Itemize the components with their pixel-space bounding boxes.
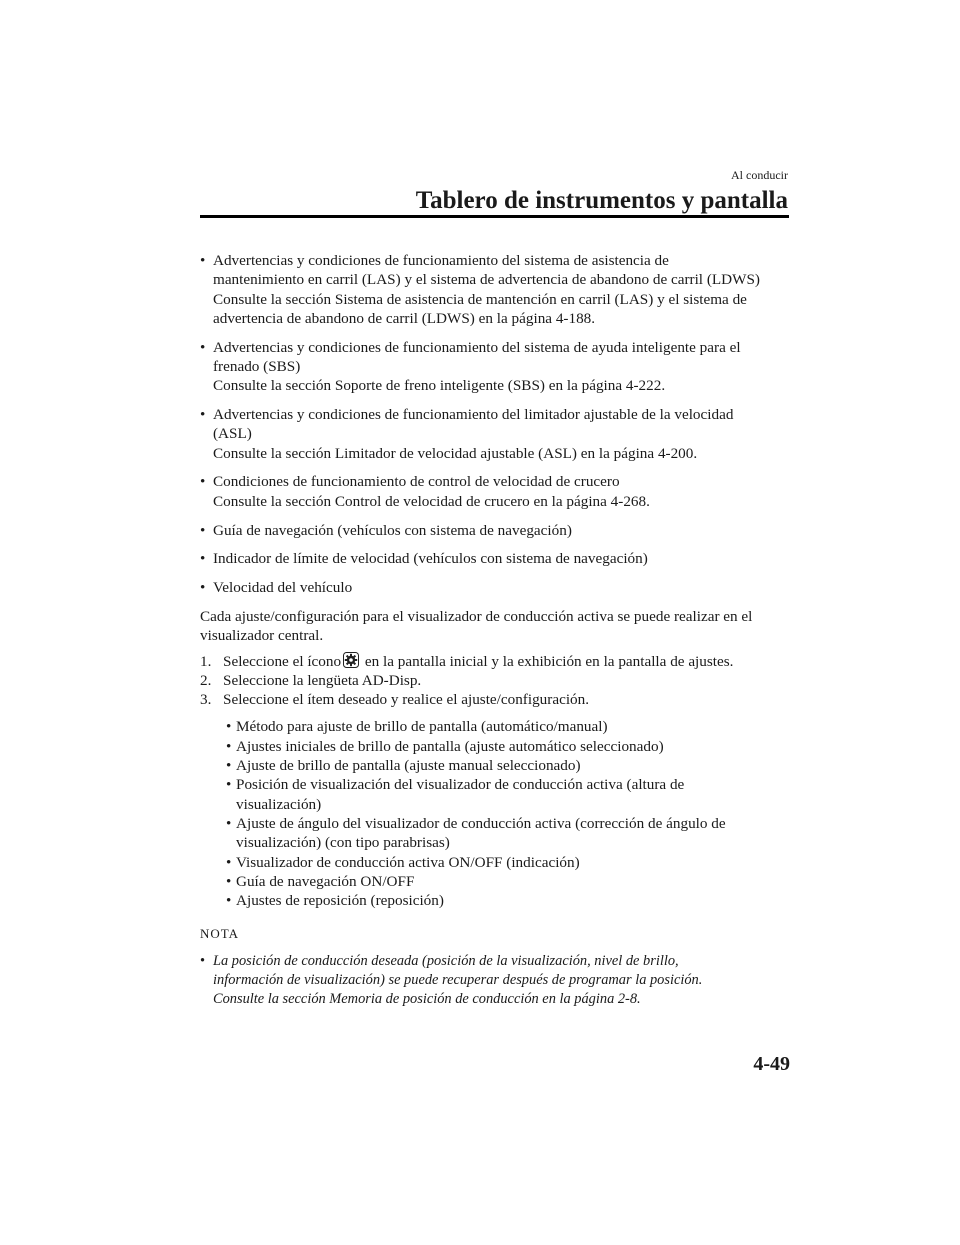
setting-text: Ajustes de reposición (reposición)	[236, 892, 444, 910]
bullet-text: Consulte la sección Soporte de freno inteligente (SBS) en la página 4-222.	[213, 377, 666, 395]
bullet-dot: •	[226, 892, 232, 910]
setting-text: Guía de navegación ON/OFF	[236, 872, 415, 890]
bullet-dot: •	[226, 776, 232, 794]
list-item	[226, 717, 800, 736]
bullet-text: Consulte la sección Control de velocidad de crucero en la página 4-268.	[213, 492, 650, 510]
step-text	[223, 652, 733, 671]
list-item	[226, 775, 800, 814]
gear-icon	[343, 652, 359, 668]
bullet-dot: •	[200, 550, 206, 568]
bullet-text: Guía de navegación (vehículos con sistema de navegación)	[213, 521, 572, 539]
bullet-text: advertencia de abandono de carril (LDWS) en la página 4-188.	[213, 309, 596, 327]
list-item	[200, 472, 800, 511]
setting-list	[226, 717, 800, 910]
step-text-before-icon: Seleccione el ícono	[223, 652, 342, 670]
header-rule	[200, 215, 789, 218]
page-title: Tablero de instrumentos y pantalla	[415, 187, 788, 214]
bullet-text: Consulte la sección Limitador de velocidad ajustable (ASL) en la página 4-200.	[213, 444, 698, 462]
list-item	[200, 405, 800, 463]
setting-text: Ajustes iniciales de brillo de pantalla (ajuste automático seleccionado)	[236, 737, 664, 755]
setting-text: visualización)	[236, 795, 322, 813]
step-text-after-icon: en la pantalla inicial y la exhibición en la pantalla de ajustes.	[361, 652, 734, 670]
list-item	[226, 756, 800, 775]
step-item	[200, 652, 800, 671]
step-number: 1.	[200, 652, 212, 670]
bullet-dot: •	[200, 579, 206, 597]
bullet-text: Advertencias y condiciones de funcionamiento del limitador ajustable de la velocidad	[213, 406, 734, 424]
note-text: La posición de conducción deseada (posición de la visualización, nivel de brillo,	[213, 952, 679, 969]
step-number: 3.	[200, 691, 212, 709]
note-label: NOTA	[200, 926, 240, 942]
list-item	[200, 549, 800, 568]
bullet-dot: •	[200, 952, 206, 969]
bullet-text: Velocidad del vehículo	[213, 579, 353, 597]
bullet-text: mantenimiento en carril (LAS) y el sistema de advertencia de abandono de carril (LDWS)	[213, 271, 760, 289]
paragraph-line: visualizador central.	[200, 627, 324, 645]
setting-text: Ajuste de brillo de pantalla (ajuste manual seleccionado)	[236, 757, 581, 775]
bullet-text: Advertencias y condiciones de funcionamiento del sistema de ayuda inteligente para el	[213, 338, 741, 356]
intro-paragraph	[200, 607, 800, 646]
bullet-dot: •	[226, 814, 232, 832]
list-item	[226, 891, 800, 910]
bullet-text: Condiciones de funcionamiento de control de velocidad de crucero	[213, 473, 620, 491]
setting-text: Método para ajuste de brillo de pantalla (automático/manual)	[236, 718, 608, 736]
note-text: Consulte la sección Memoria de posición de conducción en la página 2-8.	[213, 991, 641, 1008]
step-list	[200, 652, 800, 710]
bullet-text: frenado (SBS)	[213, 357, 301, 375]
bullet-dot: •	[200, 473, 206, 491]
step-item	[200, 671, 800, 690]
list-item	[226, 814, 800, 853]
step-item	[200, 690, 800, 709]
page-header	[200, 168, 788, 215]
list-item	[200, 338, 800, 396]
list-item	[200, 521, 800, 540]
setting-text: Ajuste de ángulo del visualizador de conducción activa (corrección de ángulo de	[236, 814, 726, 832]
bullet-dot: •	[200, 521, 206, 539]
bullet-dot: •	[226, 872, 232, 890]
bullet-dot: •	[226, 737, 232, 755]
setting-text: Posición de visualización del visualizador de conducción activa (altura de	[236, 776, 685, 794]
list-item	[226, 853, 800, 872]
bullet-dot: •	[226, 757, 232, 775]
bullet-dot: •	[226, 718, 232, 736]
bullet-text: Indicador de límite de velocidad (vehículos con sistema de navegación)	[213, 550, 648, 568]
bullet-dot: •	[200, 406, 206, 424]
step-number: 2.	[200, 671, 212, 689]
page-number: 4-49	[753, 1053, 790, 1075]
bullet-text: Advertencias y condiciones de funcionamiento del sistema de asistencia de	[213, 252, 669, 269]
list-item	[200, 251, 800, 328]
list-item	[226, 872, 800, 891]
list-item	[200, 578, 800, 597]
setting-text: visualización) (con tipo parabrisas)	[236, 834, 450, 852]
step-text: Seleccione el ítem deseado y realice el ajuste/configuración.	[223, 691, 590, 709]
bullet-dot: •	[200, 252, 206, 269]
step-text: Seleccione la lengüeta AD-Disp.	[223, 671, 422, 689]
setting-text: Visualizador de conducción activa ON/OFF (indicación)	[236, 853, 580, 871]
bullet-dot: •	[200, 338, 206, 356]
list-item	[226, 737, 800, 756]
bullet-dot: •	[226, 853, 232, 871]
note-text: información de visualización) se puede recuperar después de programar la posición.	[213, 972, 703, 988]
bullet-text: Consulte la sección Sistema de asistencia de mantención en carril (LAS) y el sistema de	[213, 290, 747, 308]
paragraph-line: Cada ajuste/configuración para el visualizador de conducción activa se puede realizar en el	[200, 607, 753, 625]
note-item	[200, 952, 800, 1010]
section-name: Al conducir	[731, 168, 788, 182]
bullet-text: (ASL)	[213, 425, 252, 443]
page-body	[200, 251, 800, 1010]
